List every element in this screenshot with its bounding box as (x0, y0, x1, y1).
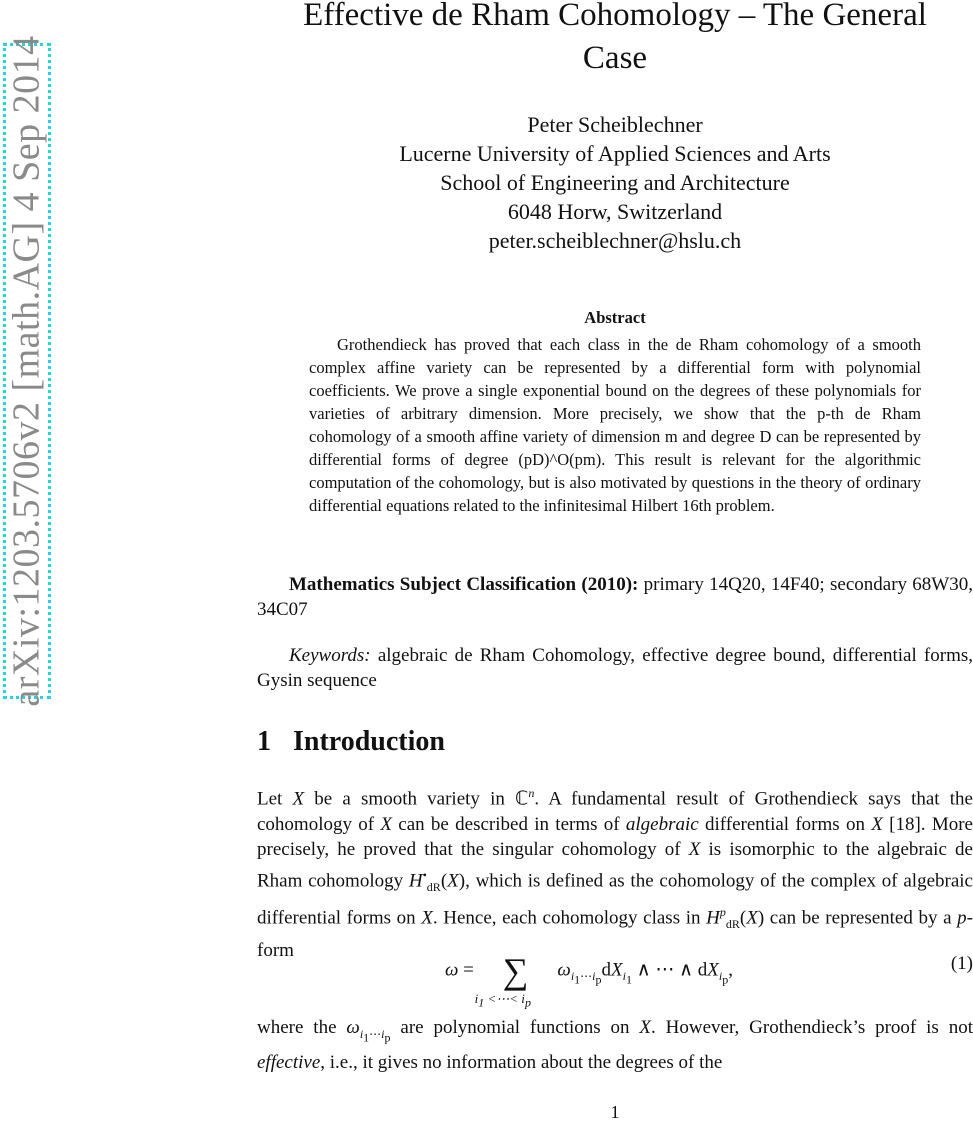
title-line-2: Case (582, 40, 648, 76)
abstract-text: Grothendieck has proved that each class in the de Rham cohomology of a smooth complex affine variety can be represented by a differential form with polynomial coefficients. We prove a single exponential bound on the degrees of these polynomials for varieties of arbitrary dimension. More precisely, we show that the p-th de Rham cohomology of a smooth affine variety of dimension m and degree D can be represented by differential forms of degree (pD)^O(pm). This result is relevant for the algorithmic computation of the cohomology, but is also motivated by questions in the theory of ordinary differential equations related to the infinitesimal Hilbert 16th problem. (309, 335, 921, 515)
equation-body: ω = ∑ $i_1$ <⋯< $i_p$ $\omega_{i_1\cdots i_p}dX_{i_1}$ ∧ ⋯ ∧ $dX_{i_p}$, (445, 951, 733, 1010)
section-number: 1 (257, 726, 271, 757)
equation-1 (257, 945, 973, 1010)
affiliation-university: Lucerne University of Applied Sciences and Arts (399, 141, 831, 166)
msc-codes: primary 14Q20, 14F40; secondary 68W30, 34C07 (257, 574, 973, 620)
keywords-label: Keywords: (289, 645, 371, 666)
keywords (257, 643, 973, 693)
author-address: 6048 Horw, Switzerland (507, 199, 723, 224)
intro-paragraph: Let X be a smooth variety in ℂ$^n$. A fundamental result of Grothendieck says that the cohomology of X can be described in terms of algebraic differential forms on X [18]. More precisely, he proved that the singular cohomology of X is isomorphic to the algebraic de Rham cohomology $H^•_{dR}(X)$, which is defined as the cohomology of the complex of algebraic differential forms on X. Hence, each cohomology class in $H^p_{dR}(X)$ can be represented by a p-form (257, 786, 973, 962)
page-number: 1 (610, 1102, 620, 1122)
abstract (309, 306, 921, 517)
msc-classification (257, 572, 973, 622)
paper-title (257, 0, 973, 80)
msc-label: Mathematics Subject Classification (2010): (289, 574, 639, 595)
equation-number: (1) (950, 953, 973, 974)
section-title: Introduction (293, 726, 445, 757)
title-line-1: Effective de Rham Cohomology – The General (303, 0, 927, 33)
post-equation-paragraph: where the $\omega_{i_1\cdots i_p}$ are polynomial functions on X. However, Grothendieck’s proof is not effective, i.e., it gives no information about the degrees of the (257, 1017, 973, 1074)
author-block (257, 110, 973, 255)
affiliation-school: School of Engineering and Architecture (440, 170, 790, 195)
keywords-list: algebraic de Rham Cohomology, effective degree bound, differential forms, Gysin sequence (257, 645, 973, 691)
abstract-heading: Abstract (584, 308, 646, 327)
author-email: peter.scheiblechner@hslu.ch (488, 228, 742, 253)
arxiv-stamp (3, 35, 51, 707)
section-heading (257, 726, 445, 758)
author-name: Peter Scheiblechner (527, 112, 703, 137)
arxiv-stamp-text: arXiv:1203.5706v2 [math.AG] 4 Sep 2014 (6, 35, 49, 707)
